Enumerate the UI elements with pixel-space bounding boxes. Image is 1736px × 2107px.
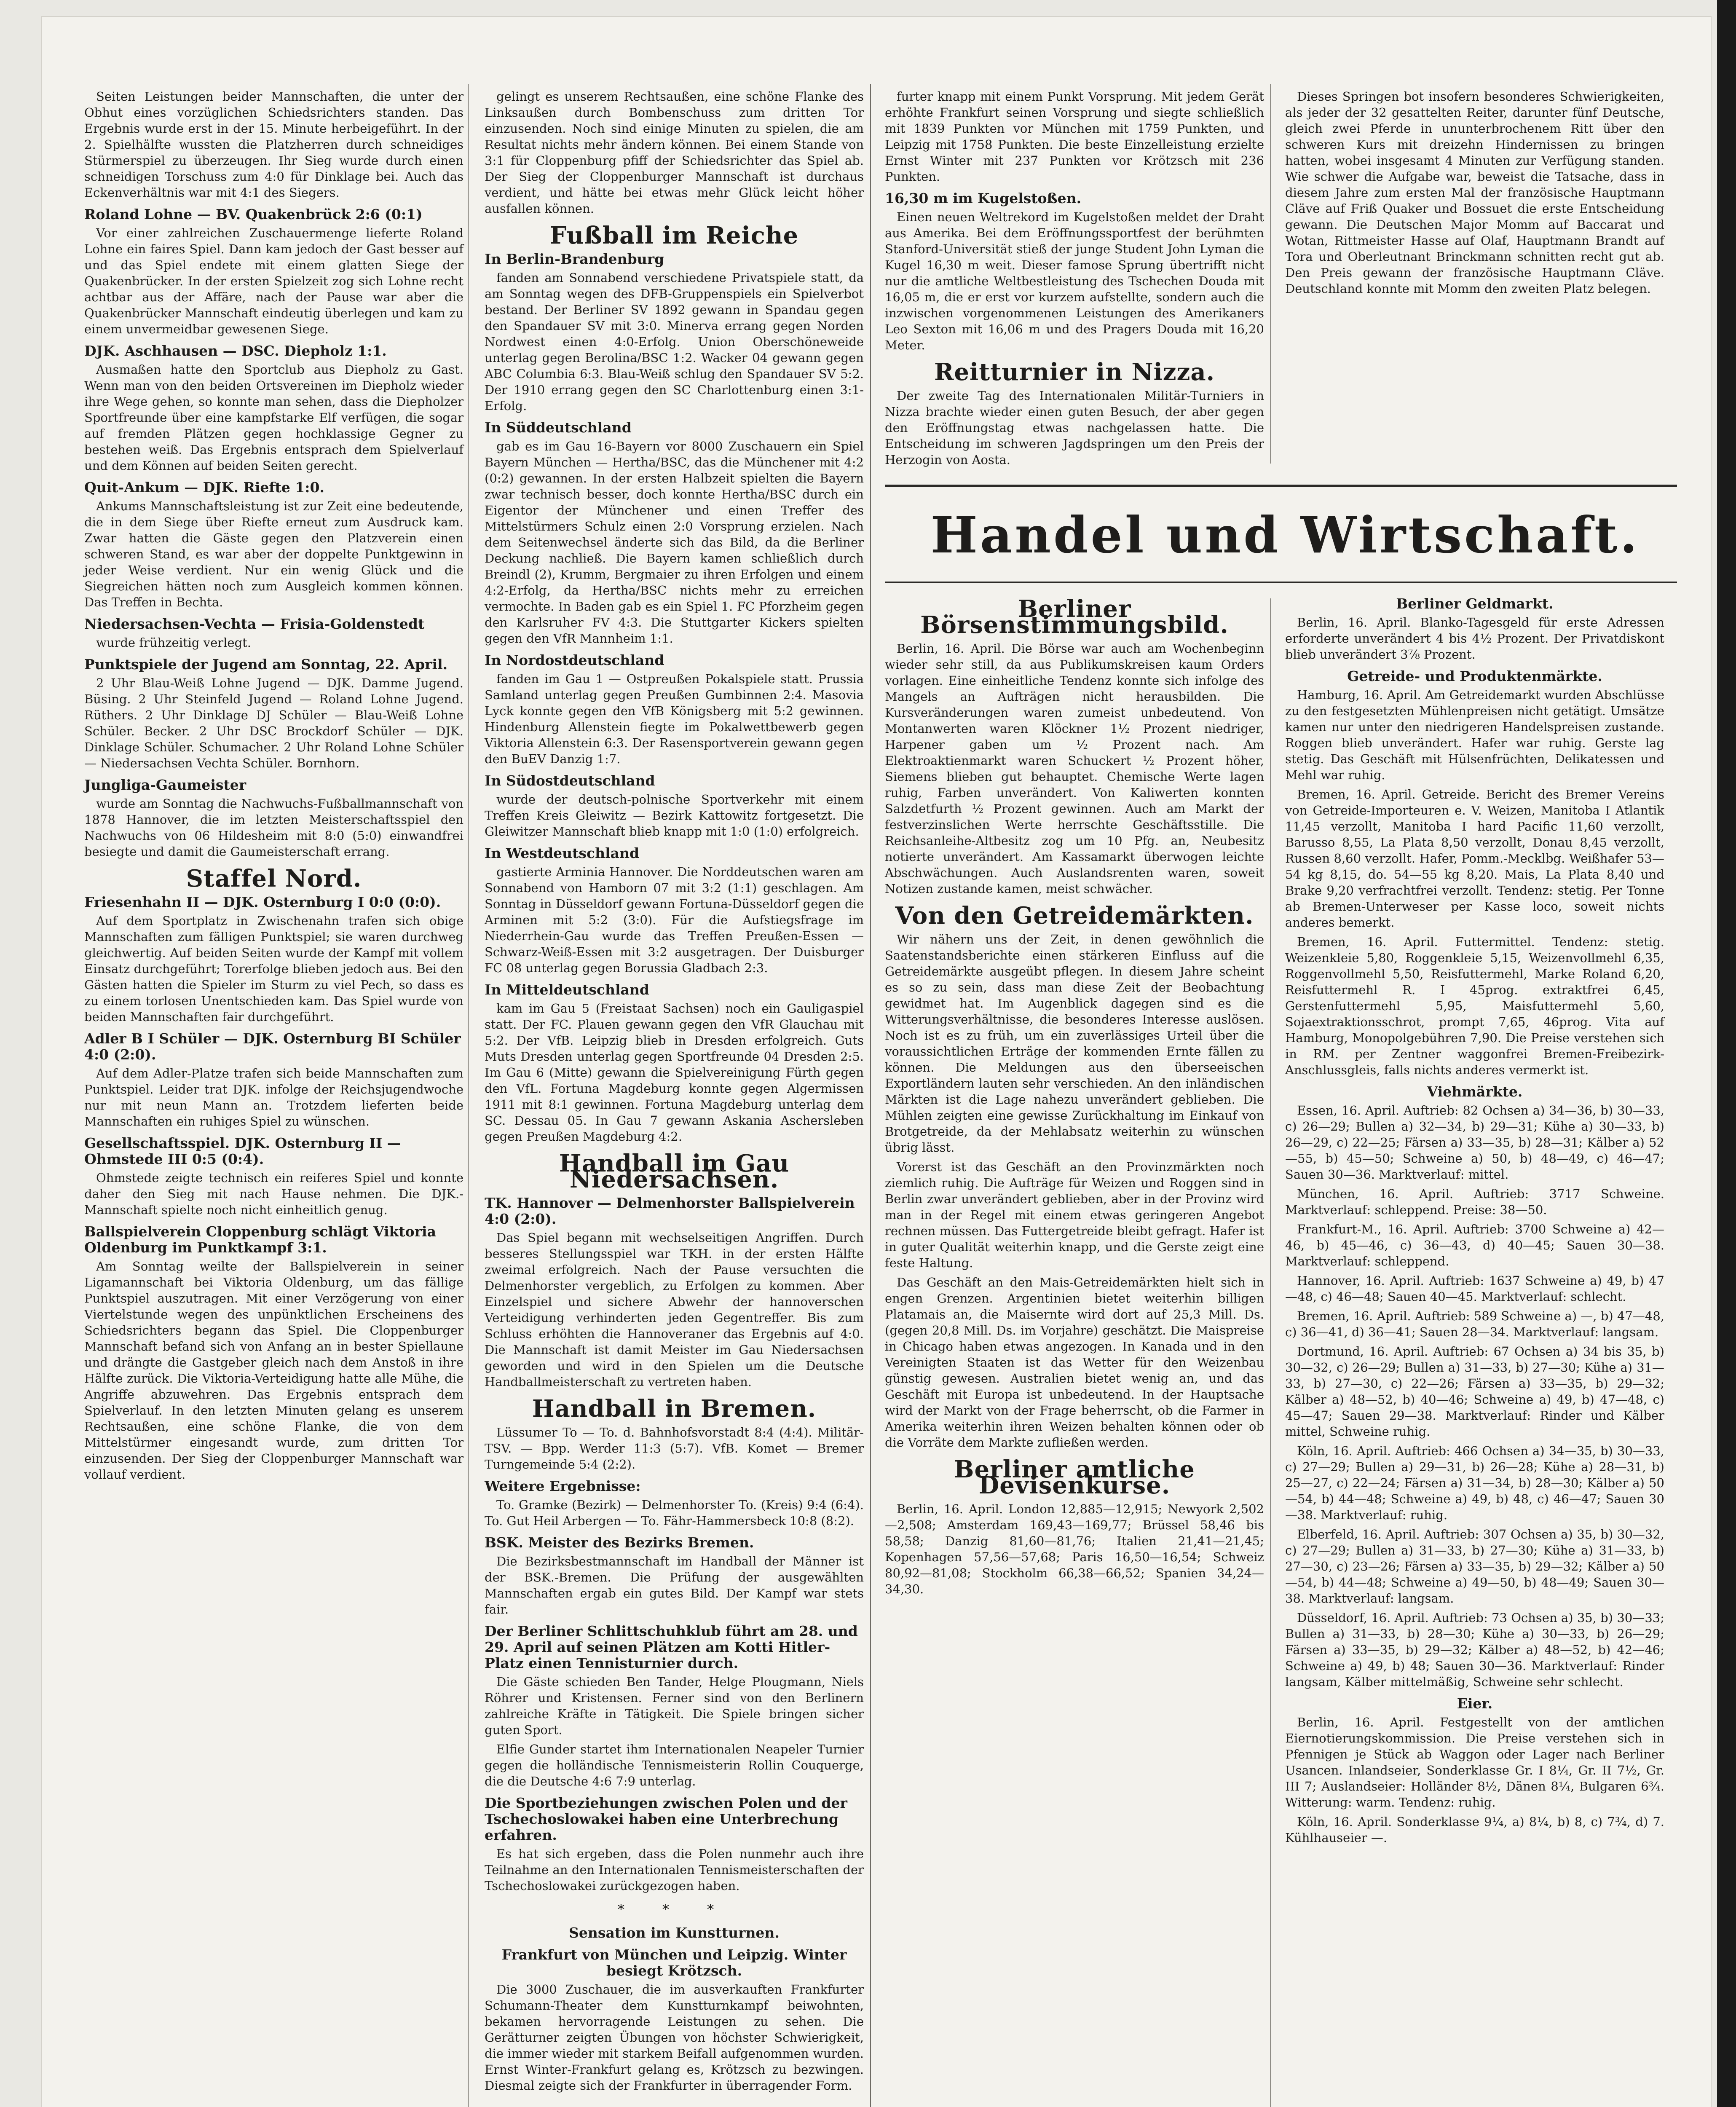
market-text: Berlin, 16. April. Festgestellt von der amtlichen Eiernotierungskommission. Die Preise verstehen sich in Pfennigen je Stück ab Waggon oder Lager nach Berliner Usancen. Inlandseier, Sonderklasse Gr. I 8¼, Gr. II 7½, Gr. III 7; Auslandseier: Holländer 8½, Dänen 8¼, Bulgaren 6¾. Witterung: warm. Tendenz: ruhig. [1285,1715,1664,1809]
result-heading: 16,30 m im Kugelstoßen. [885,190,1082,206]
article-text: Dieses Springen bot insofern besonderes Schwierigkeiten, als jeder der 32 gesattelten Reiter, darunter fünf Deutsche, gleich zwei Pferde in ununterbrochenem Ritt über den schweren Kurs mit dreizehn Hindernissen zu bringen hatten, wobei insgesamt 4 Minuten zur Verfügung standen. Wie schwer die Aufgabe war, beweist die Tatsache, dass in diesem Jahre zum ersten Mal der französische Hauptmann Cläve auf Friß Quaker und Bossuet die erste Entscheidung gewann. Die Deutschen Major Momm auf Baccarat und Wotan, Rittmeister Hasse auf Olaf, Hauptmann Brandt auf Tora und Oberleutnant Brinckmann schnitten recht gut ab. Den Preis gewann der französische Hauptmann Cläve. Deutschland konnte mit Momm den zweiten Platz belegen. [1285,89,1664,296]
market-text: München, 16. April. Auftrieb: 3717 Schweine. Marktverlauf: schleppend. Preise: 38—50. [1285,1187,1664,1217]
article-text: wurde am Sonntag die Nachwuchs-Fußballmannschaft von 1878 Hannover, die im letzten Meisterschaftsspiel den Nachwuchs von 06 Hildesheim mit 8:0 (5:0) einwandfrei besiegte und damit die Gaumeisterschaft errang. [84,796,463,859]
result-heading: TK. Hannover — Delmenhorster Ballspielverein 4:0 (2:0). [485,1195,855,1227]
market-text: Hamburg, 16. April. Am Getreidemarkt wurden Abschlüsse zu den festgesetzten Mühlenpreisen nicht getätigt. Umsätze kamen nur unter den niedrigeren Handelspreisen zustande. Roggen blieb unverändert. Hafer war ruhig. Gerste lag stetig. Das Geschäft mit Hülsenfrüchten, Delikatessen und Mehl war ruhig. [1285,688,1664,782]
section-headline: Von den Getreidemärkten. [895,902,1254,930]
article-text: wurde frühzeitig verlegt. [96,635,251,650]
region-heading: In Mitteldeutschland [485,981,649,998]
result-heading: Der Berliner Schlittschuhklub führt am 28. und 29. April auf seinen Plätzen am Kotti Hitler-Platz einen Tennisturnier durch. [485,1623,858,1671]
section-rule [885,582,1677,583]
section-headline: Berliner amtliche Devisenkurse. [954,1456,1195,1499]
article-text: Der zweite Tag des Internationalen Militär-Turniers in Nizza brachte wieder einen guten Besuch, der aber gegen den Eröffnungstag etwas nachgelassen hatte. Die Entscheidung im schweren Jagdspringen um den Preis der Herzogin von Aosta. [885,389,1264,467]
market-text: Köln, 16. April. Sonderklasse 9¼, a) 8¼, b) 8, c) 7¾, d) 7. Kühlhauseier —. [1285,1815,1664,1845]
market-text: Berlin, 16. April. Blanko-Tagesgeld für erste Adressen erforderte unverändert 4 bis 4½ Prozent. Der Privatdiskont blieb unverändert 3⅞ Prozent. [1285,615,1664,662]
article-text: Ankums Mannschaftsleistung ist zur Zeit eine bedeutende, die in dem Siege über Riefte erneut zum Ausdruck kam. Zwar hatten die Gäste gegen den Platzverein einen schweren Stand, es war aber der doppelte Punktgewinn in jeder Weise verdient. Nur ein wenig Glück und die Siegreichen hätten noch zum Ausgleich kommen können. Das Treffen in Bechta. [84,499,463,609]
section-headline: Handball im Gau Niedersachsen. [559,1150,790,1193]
article-text: gelingt es unserem Rechtsaußen, eine schöne Flanke des Linksaußen durch Bombenschuss zum dritten Tor einzusenden. Noch sind einige Minuten zu spielen, die am Resultat nichts mehr ändern können. Bei einem Stande von 3:1 für Cloppenburg pfiff der Schiedsrichter das Spiel ab. Der Sieg der Cloppenburger Mannschaft ist durchaus verdient, und hätte bei etwas mehr Glück leicht höher ausfallen können. [485,89,864,216]
article-text: Die 3000 Zuschauer, die im ausverkauften Frankfurter Schumann-Theater dem Kunstturnkampf beiwohnten, bekamen hervorragende Leistungen zu sehen. Die Gerätturner zeigten Übungen von höchster Schwierigkeit, die immer wieder mit starkem Beifall aufgenommen wurden. Ernst Winter-Frankfurt gelang es, Krötzsch zu bezwingen. Diesmal zeigte sich der Frankfurter in überragender Form. [485,1982,864,2093]
result-heading: Die Sportbeziehungen zwischen Polen und der Tschechoslowakei haben eine Unterbrechung erfahren. [485,1795,847,1843]
result-heading: Sensation im Kunstturnen. [569,1925,780,1941]
column-rule [1270,84,1271,464]
article-text: furter knapp mit einem Punkt Vorsprung. Mit jedem Gerät erhöhte Frankfurt seinen Vorsprung und siegte schließlich mit 1839 Punkten vor München mit 1759 Punkten, und Leipzig mit 1758 Punkten. Die beste Einzelleistung erzielte Ernst Winter mit 237 Punkten vor Krötzsch mit 236 Punkten. [885,89,1264,184]
section-rule [885,485,1677,487]
result-heading: Jungliga-Gaumeister [84,777,246,793]
article-text: Vor einer zahlreichen Zuschauermenge lieferte Roland Lohne ein faires Spiel. Dann kam jedoch der Gast besser auf und das Spiel endete mit einem glatten Siege der Quakenbrücker. In der ersten Spielzeit zog sich Lohne recht achtbar aus der Affäre, nach der Pause war aber die Quakenbrücker Mannschaft eindeutig überlegen und kam zu einem unvermeidbar gewesenen Siege. [84,226,463,336]
article-text: Einen neuen Weltrekord im Kugelstoßen meldet der Draht aus Amerika. Bei dem Eröffnungssportfest der berühmten Stanford-Universität stieß der junge Student John Lyman die Kugel 16,30 m weit. Dieser famose Sprung übertrifft nicht nur die amtliche Weltbestleistung des Tschechen Douda mit 16,05 m, die er erst vor kurzem aufstellte, sondern auch die inzwischen vorgenommenen Leistungen des Amerikaners Leo Sexton mit 16,06 m und des Pragers Douda mit 16,20 Meter. [885,210,1264,352]
market-text: Köln, 16. April. Auftrieb: 466 Ochsen a) 34—35, b) 30—33, c) 27—29; Bullen a) 29—31, b) 26—28; Kühe a) 28—31, b) 25—27, c) 22—24; Färsen a) 31—34, b) 28—30; Kälber a) 50—54, b) 44—48; Schweine a) 49, b) 48, c) 46—47; Sauen 30—38. Marktverlauf: ruhig. [1285,1444,1664,1522]
result-heading: Quit-Ankum — DJK. Riefte 1:0. [84,479,324,496]
article-text: kam im Gau 5 (Freistaat Sachsen) noch ein Gauligaspiel statt. Der FC. Plauen gewann gegen den VfR Glauchau mit 5:2. Der VfB. Leipzig blieb in Dresden erfolgreich. Guts Muts Dresden unterlag gegen Sportfreunde 04 Dresden 2:5. Im Gau 6 (Mitte) gewann die Spielvereinigung Fürth gegen den VfL. Fortuna Magdeburg konnte gegen Algermissen 1911 mit 8:1 gewinnen. Fortuna Magdeburg unterlag dem SC. Dessau 05. In Gau 7 gewann Askania Aschersleben gegen Preußen Magdeburg 4:2. [485,1001,864,1144]
market-text: Frankfurt-M., 16. April. Auftrieb: 3700 Schweine a) 42—46, b) 45—46, c) 36—43, d) 40—45; Sauen 30—38. Marktverlauf: schleppend. [1285,1222,1664,1268]
article-text: Das Spiel begann mit wechselseitigen Angriffen. Durch besseres Stellungsspiel war TKH. in der ersten Hälfte zweimal erfolgreich. Nach der Pause versuchten die Delmenhorster vergeblich, zu Erfolgen zu kommen. Aber Einzelspiel und sichere Abwehr der hannoverschen Verteidigung verhinderten jeden Gegentreffer. Bis zum Schluss erhöhten die Hannoveraner das Ergebnis auf 4:0. Die Mannschaft ist damit Meister im Gau Niedersachsen geworden und wird in den Spielen um die Deutsche Handballmeisterschaft zu vertreten haben. [485,1230,864,1389]
section-headline: Berliner Börsenstimmungsbild. [920,595,1229,639]
article-text: fanden im Gau 1 — Ostpreußen Pokalspiele statt. Prussia Samland unterlag gegen Preußen Gumbinnen 2:4. Masovia Lyck konnte gegen den VfB Königsberg mit 5:2 gewinnen. Hindenburg Allenstein fiegte im Pokalwettbewerb gegen Viktoria Allenstein 6:3. Der Rasensportverein gewann gegen den BuEV Danzig 1:7. [485,672,864,766]
article-text: Seiten Leistungen beider Mannschaften, die unter der Obhut eines vorzüglichen Schiedsrichters standen. Das Ergebnis wurde erst in der 15. Minute herbeigeführt. In der 2. Spielhälfte wussten die Platzherren durch schneidiges Stürmerspiel zu überzeugen. Ihr Sieg wurde durch einen schneidigen Torschuss zum 4:0 für Dinklage bei. Auch das Eckenverhältnis war mit 4:1 des Siegers. [84,89,463,200]
article-text: Elfie Gunder startet ihm Internationalen Neapeler Turnier gegen die holländische Tennismeisterin Rollin Couquerge, die die Deutsche 4:6 7:9 unterlag. [485,1742,864,1788]
article-text: Auf dem Sportplatz in Zwischenahn trafen sich obige Mannschaften zum fälligen Punktspiel; sie waren durchweg gleichwertig. Auf beiden Seiten wurde der Kampf mit vollem Einsatz durchgeführt; Torerfolge blieben jedoch aus. Bei den Gästen hatten die Spieler im Sturm zu viel Pech, so dass es zu einem torlosen Unentschieden kam. Das Spiel wurde von beiden Mannschaften fair durchgeführt. [84,914,463,1024]
column-3 [885,88,1264,471]
article-text: wurde der deutsch-polnische Sportverkehr mit einem Treffen Kreis Gleiwitz — Bezirk Kattowitz fortgesetzt. Die Gleiwitzer Mannschaft blieb knapp mit 1:0 (1:0) erfolgreich. [485,792,864,839]
column-1 [84,88,463,1486]
result-heading: Ballspielverein Cloppenburg schlägt Viktoria Oldenburg im Punktkampf 3:1. [84,1223,436,1256]
results-text: To. Gramke (Bezirk) — Delmenhorster To. (Kreis) 9:4 (6:4). To. Gut Heil Arbergen — To. Fähr-Hammersbeck 10:8 (8:2). [485,1498,864,1528]
section-masthead: Handel und Wirtschaft. [930,506,1640,564]
results-text: Lüssumer To — To. d. Bahnhofsvorstadt 8:4 (4:4). Militär-TSV. — Bpp. Werder 11:3 (5:7). VfB. Komet — Bremer Turngemeinde 5:4 (2:2). [485,1425,864,1472]
column-rule [1270,598,1271,2107]
result-heading: Niedersachsen-Vechta — Frisia-Goldenstedt [84,616,425,632]
result-heading: Weitere Ergebnisse: [485,1478,641,1494]
result-heading: DJK. Aschhausen — DSC. Diepholz 1:1. [84,343,387,359]
scan-border [1717,0,1736,2107]
column-4-lower [1285,590,1664,1849]
schedule-text: 2 Uhr Blau-Weiß Lohne Jugend — DJK. Damme Jugend. Büsing. 2 Uhr Steinfeld Jugend — Roland Lohne Jugend. Rüthers. 2 Uhr Dinklage DJ Schüler — Blau-Weiß Lohne Schüler. Becker. 2 Uhr DSC Brockdorf Schüler — DJK. Dinklage Schüler. Schumacher. 2 Uhr Roland Lohne Schüler — Niedersachsen Vechta Schüler. Bornhorn. [84,676,463,770]
article-text: gastierte Arminia Hannover. Die Norddeutschen waren am Sonnabend von Hamborn 07 mit 3:2 (1:1) geschlagen. Am Sonntag in Düsseldorf gewann Fortuna-Düsseldorf gegen die Arminen mit 5:2 (3:0). Für die Aufstiegsfrage im Niederrhein-Gau wurde das Treffen Preußen-Essen — Schwarz-Weiß-Essen mit 3:2 ausgetragen. Der Duisburger FC 08 unterlag gegen Borussia Gladbach 2:3. [485,865,864,975]
section-headline: Reitturnier in Nizza. [934,358,1215,386]
article-text: Ohmstede zeigte technisch ein reiferes Spiel und konnte daher den Sieg mit nach Hause nehmen. Die DJK.-Mannschaft spielte noch nicht einheitlich genug. [84,1171,463,1217]
article-text: Berlin, 16. April. Die Börse war auch am Wochenbeginn wieder sehr still, da aus Publikumskreisen kaum Orders vorlagen. Eine einheitliche Tendenz konnte sich infolge des Mangels an Aufträgen nicht herausbilden. Die Kursveränderungen waren zumeist unbedeutend. Von Montanwerten waren Klöckner 1½ Prozent niedriger, Harpener gaben um ½ Prozent nach. Am Elektroaktienmarkt waren Schuckert ½ Prozent höher, Siemens blieben gut behauptet. Chemische Werte lagen ruhig, Farben unverändert. Von Kaliwerten konnten Salzdetfurth ½ Prozent gewinnen. Auch am Markt der festverzinslichen Werte herrschte Geschäftsstille. Die Reichsanleihe-Altbesitz zog um 10 Pfg. an, Neubesitz notierte unverändert. Am Kassamarkt überwogen leichte Abschwächungen. Auch Auslandsrenten waren, soweit Notizen zustande kamen, meist schwächer. [885,641,1264,896]
article-text: fanden am Sonnabend verschiedene Privatspiele statt, da am Sonntag wegen des DFB-Gruppenspiels ein Spielverbot bestand. Der Berliner SV 1892 gewann in Spandau gegen den Spandauer SV mit 3:0. Minerva errang gegen Norden Nordwest einen 4:0-Erfolg. Union Oberschöneweide unterlag gegen Berolina/BSC 1:2. Wacker 04 gewann gegen ABC Columbia 6:3. Blau-Weiß schlug den Spandauer SV 5:2. Der 1910 errang gegen den SC Charlottenburg einen 3:1-Erfolg. [485,271,864,413]
market-text: Bremen, 16. April. Futtermittel. Tendenz: stetig. Weizenkleie 5,80, Roggenkleie 5,15, Weizenvollmehl 6,35, Roggenvollmehl 5,50, Reisfuttermehl, Marke Roland 6,20, Reisfuttermehl R. I 45prog. extraktfrei 6,45, Gerstenfuttermehl 5,95, Maisfuttermehl 5,60, Sojaextraktionsschrot, prompt 7,65, 46prog. Vita auf Hamburg, Monopolgebühren 7,90. Die Preise verstehen sich in RM. per Zentner waggonfrei Bremen-Freibezirk-Anschlussgleis, falls nichts anderes vermerkt ist. [1285,935,1664,1077]
column-4 [1285,88,1664,300]
article-text: Auf dem Adler-Platze trafen sich beide Mannschaften zum Punktspiel. Leider trat DJK. infolge der Reichsjugendwoche nur mit neun Mann an. Trotzdem lieferten beide Mannschaften ein ruhiges Spiel zu wünschen. [84,1066,463,1129]
section-headline: Handball in Bremen. [532,1395,817,1423]
article-text: Vorerst ist das Geschäft an den Provinzmärkten noch ziemlich ruhig. Die Aufträge für Weizen und Roggen sind in Berlin zwar unverändert geblieben, aber in der Provinz wird man in der Regel mit einem etwas geringeren Angebot rechnen müssen. Das Futtergetreide bleibt gefragt. Hafer ist in guter Qualität weiterhin knapp, und die Gerste zeigt eine feste Haltung. [885,1160,1264,1270]
result-heading: Friesenhahn II — DJK. Osternburg I 0:0 (0:0). [84,894,441,910]
market-text: Hannover, 16. April. Auftrieb: 1637 Schweine a) 49, b) 47—48, c) 46—48; Sauen 40—45. Marktverlauf: schlecht. [1285,1273,1664,1304]
market-heading: Eier. [1457,1695,1493,1712]
schedule-heading: Punktspiele der Jugend am Sonntag, 22. April. [84,656,448,673]
market-text: Essen, 16. April. Auftrieb: 82 Ochsen a) 34—36, b) 30—33, c) 26—29; Bullen a) 32—34, b) 29—31; Kühe a) 30—33, b) 26—29, c) 22—25; Färsen a) 33—35, b) 28—31; Kälber a) 52—55, b) 45—50; Schweine a) 50, b) 48—49, c) 46—47; Sauen 30—36. Marktverlauf: mittel. [1285,1103,1664,1182]
column-rule [468,84,469,2107]
article-text: Das Geschäft an den Mais-Getreidemärkten hielt sich in engen Grenzen. Argentinien bietet weiterhin billigen Platamais an, die Maisernte wird dort auf 25,3 Mill. Ds. (gegen 20,8 Mill. Ds. im Vorjahre) geschätzt. Die Maispreise in Chicago haben etwas angezogen. In Kanada und in den Vereinigten Staaten ist das Wetter für den Weizenbau günstig gewesen. Australien bietet wenig an, und das Geschäft mit Europa ist unbedeutend. In der Hauptsache wird der Markt von der Frage beherrscht, ob die Farmer in Amerika weiterhin ihren Weizen behalten können oder ob die Vorräte dem Markte zufließen werden. [885,1275,1264,1450]
article-text: Ausmaßen hatte den Sportclub aus Diepholz zu Gast. Wenn man von den beiden Ortsvereinen im Diepholz wieder ihre Wege gehen, so konnte man sehen, dass die Diepholzer Sportfreunde über eine kampfstarke Elf verfügen, die sogar auf fremden Plätzen gegen hochklassige Gegner zu bestehen weiß. Das Ergebnis entsprach dem Spielverlauf und dem Können auf beiden Seiten gerecht. [84,362,463,473]
market-text: Dortmund, 16. April. Auftrieb: 67 Ochsen a) 34 bis 35, b) 30—32, c) 26—29; Bullen a) 31—33, b) 27—30; Kühe a) 31—33, b) 27—30, c) 22—26; Färsen a) 33—35, b) 29—32; Kälber a) 48—52, b) 40—46; Schweine a) 49, b) 47—48, c) 45—47; Sauen 29—38. Marktverlauf: Rinder und Kälber mittel, Schweine ruhig. [1285,1344,1664,1439]
article-text: Die Bezirksbestmannschaft im Handball der Männer ist der BSK.-Bremen. Die Prüfung der ausgewählten Mannschaften ergab ein gutes Bild. Der Kampf war stets fair. [485,1554,864,1616]
result-heading: Roland Lohne — BV. Quakenbrück 2:6 (0:1) [84,206,423,222]
region-heading: In Süddeutschland [485,419,632,436]
article-text: Die Gäste schieden Ben Tander, Helge Plougmann, Niels Röhrer und Kristensen. Ferner sind von den Berlinern zahlreiche Kräfte in Tätigkeit. Die Spiele bringen sicher guten Sport. [485,1675,864,1737]
market-text: Düsseldorf, 16. April. Auftrieb: 73 Ochsen a) 35, b) 30—33; Bullen a) 31—33, b) 28—30; Kühe a) 30—33, b) 26—29; Färsen a) 33—35, b) 29—32; Kälber a) 48—52, b) 42—46; Schweine a) 49, b) 48; Sauen 30—36. Marktverlauf: Rinder langsam, Kälber mittelmäßig, Schweine sehr schlecht. [1285,1611,1664,1689]
article-text: Es hat sich ergeben, dass die Polen nunmehr auch ihre Teilnahme an den Internationalen Tennismeisterschaften der Tschechoslowakei zurückgezogen haben. [485,1847,864,1893]
article-text: Am Sonntag weilte der Ballspielverein in seiner Ligamannschaft bei Viktoria Oldenburg, um das fällige Punktspiel auszutragen. Mit einer Verzögerung von einer Viertelstunde wegen des unpünktlichen Erscheinens des Schiedsrichters begann das Spiel. Die Cloppenburger Mannschaft befand sich von Anfang an in bester Spiellaune und drängte die Gastgeber gleich nach dem Anstoß in ihre Hälfte zurück. Die Viktoria-Verteidigung hatte alle Mühe, die Angriffe abzuwehren. Das Ergebnis entsprach dem Spielverlauf. In den letzten Minuten gelang es unserem Rechtsaußen, eine schöne Flanke, die von dem Mittelstürmer eingesandt wurde, zum dritten Tor einzusenden. Der Sieg der Cloppenburger Mannschaft war vollauf verdient. [84,1259,463,1482]
section-divider: * * * [617,1901,731,1917]
section-headline: Fußball im Reiche [549,222,799,249]
region-heading: In Berlin-Brandenburg [485,251,664,267]
result-heading: BSK. Meister des Bezirks Bremen. [485,1534,754,1551]
market-text: Bremen, 16. April. Getreide. Bericht des Bremer Vereins von Getreide-Importeuren e. V. Weizen, Manitoba I Atlantik 11,45 verzollt, Manitoba I hard Pacific 11,60 verzollt, Barusso 8,55, La Plata 8,50 verzollt, Donau 8,45 verzollt, Russen 8,60 verzollt. Hafer, Pomm.-Mecklbg. Weißhafer 53—54 kg 8,15, do. 54—55 kg 8,20. Mais, La Plata 8,40 und Brake 9,20 verfrachtfrei verzollt. Tendenz: stetig. Per Tonne ab Bremen-Unterweser per Kasse loco, soweit nichts anderes bemerkt. [1285,787,1664,930]
column-3-lower [885,590,1264,1600]
article-text: Wir nähern uns der Zeit, in denen gewöhnlich die Saatenstandsberichte einen stärkeren Einfluss auf die Getreidemärkte ausgeübt pflegen. In diesem Jahre scheint es so zu sein, dass man diese Zeit der Beobachtung gewidmet hat. Im Augenblick dagegen sind es die Witterungsverhältnisse, die besonderes Interesse auslösen. Noch ist es zu früh, um ein zuverlässiges Urteil über die voraussichtlichen Erträge der kommenden Ernte fällen zu können. Die Meldungen aus den überseeischen Exportländern lauten sehr verschieden. An den inländischen Märkten ist die Lage nahezu unverändert geblieben. Die Mühlen zeigten eine gewisse Zurückhaltung im Einkauf von Brotgetreide, da der Mehlabsatz weiterhin zu wünschen übrig lässt. [885,932,1264,1155]
market-text: Bremen, 16. April. Auftrieb: 589 Schweine a) —, b) 47—48, c) 36—41, d) 36—41; Sauen 28—34. Marktverlauf: langsam. [1285,1309,1664,1339]
result-heading: Gesellschaftsspiel. DJK. Osternburg II — Ohmstede III 0:5 (0:4). [84,1135,401,1167]
market-text: Elberfeld, 16. April. Auftrieb: 307 Ochsen a) 35, b) 30—32, c) 27—29; Bullen a) 31—33, b) 27—30; Kühe a) 31—33, b) 27—30, c) 23—26; Färsen a) 33—35, b) 29—32; Kälber a) 50—54, b) 44—48; Schweine a) 49—50, b) 48—49; Sauen 30—38. Marktverlauf: langsam. [1285,1527,1664,1606]
region-heading: In Nordostdeutschland [485,652,664,668]
region-heading: In Südostdeutschland [485,772,655,789]
region-heading: In Westdeutschland [485,845,640,861]
column-2 [485,88,864,2097]
market-heading: Getreide- und Produktenmärkte. [1347,668,1602,684]
section-headline: Staffel Nord. [186,865,362,893]
market-heading: Viehmärkte. [1427,1083,1523,1100]
result-heading: Frankfurt von München und Leipzig. Winter besiegt Krötzsch. [501,1946,847,1979]
rates-text: Berlin, 16. April. London 12,885—12,915; Newyork 2,502—2,508; Amsterdam 169,43—169,77; Brüssel 58,46 bis 58,58; Danzig 81,60—81,76; Italien 21,41—21,45; Kopenhagen 57,56—57,68; Paris 16,50—16,54; Schweiz 80,92—81,08; Stockholm 66,38—66,52; Spanien 34,24—34,30. [885,1502,1264,1596]
market-heading: Berliner Geldmarkt. [1396,595,1554,612]
column-rule [870,84,871,2107]
result-heading: Adler B I Schüler — DJK. Osternburg BI Schüler 4:0 (2:0). [84,1030,461,1063]
article-text: gab es im Gau 16-Bayern vor 8000 Zuschauern ein Spiel Bayern München — Hertha/BSC, das die Münchener mit 4:2 (0:2) gewannen. In der ersten Halbzeit spielten die Bayern zwar technisch besser, doch konnte Hertha/BSC durch ein Eigentor der Münchener und einen Treffer des Mittelstürmers Schulz einen 2:0 Vorsprung erzielen. Nach dem Seitenwechsel änderte sich das Bild, da die Berliner Deckung nachließ. Die Bayern kamen schließlich durch Breindl (2), Krumm, Bergmaier zu ihren Erfolgen und einem 4:2-Erfolg, da Hertha/BSC nichts mehr zu erreichen vermochte. In Baden gab es ein Spiel 1. FC Pforzheim gegen den Karlsruher FV 4:3. Die Stuttgarter Kickers spielten gegen den VfR Mannheim 1:1. [485,439,864,646]
